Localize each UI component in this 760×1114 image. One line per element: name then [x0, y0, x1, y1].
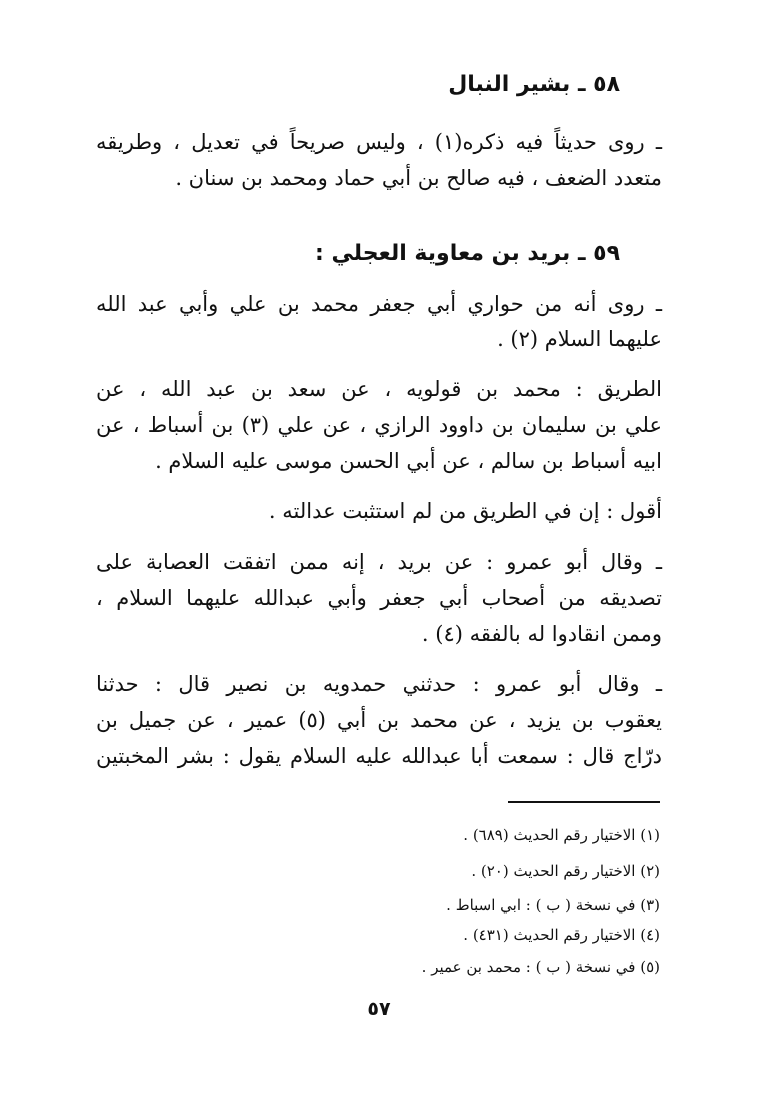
- entry-59-comment: أقول : إن في الطريق من لم استثبت عدالته .: [268, 499, 662, 523]
- entry-59-quote2-line-1: ـ وقال أبو عمرو : حدثني حمدويه بن نصير قال : حدثنا: [96, 672, 662, 696]
- entry-59-quote1-line-2: تصديقه من أصحاب أبي جعفر وأبي عبدالله عليهما السلام ،: [96, 586, 662, 610]
- entry-59-quote1-line-1: ـ وقال أبو عمرو : عن بريد ، إنه ممن اتفقت العصابة على: [96, 550, 662, 574]
- entry-58-line-1: ـ روى حديثاً فيه ذكره(١) ، وليس صريحاً في تعديل ، وطريقه: [96, 130, 662, 154]
- footnote-1: (١) الاختيار رقم الحديث (٦٨٩) .: [463, 826, 660, 844]
- entry-59-heading: ٥٩ ـ بريد بن معاوية العجلي :: [315, 241, 620, 266]
- page-number: ٥٧: [367, 998, 391, 1020]
- footnote-5: (٥) في نسخة ( ب ) : محمد بن عمير .: [421, 958, 660, 976]
- entry-59-narration-line-1: ـ روى أنه من حواري أبي جعفر محمد بن علي وأبي عبد الله: [96, 292, 662, 316]
- entry-58-heading: ٥٨ ـ بشير النبال: [448, 72, 620, 97]
- footnote-2: (٢) الاختيار رقم الحديث (٢٠) .: [471, 862, 660, 880]
- entry-59-chain-line-3: ابيه أسباط بن سالم ، عن أبي الحسن موسى عليه السلام .: [155, 449, 662, 473]
- footnote-separator: [508, 801, 660, 803]
- entry-59-quote2-line-2: يعقوب بن يزيد ، عن محمد بن أبي (٥) عمير ، عن جميل بن: [96, 708, 662, 732]
- entry-59-chain-line-1: الطريق : محمد بن قولويه ، عن سعد بن عبد الله ، عن: [96, 377, 662, 401]
- footnote-3: (٣) في نسخة ( ب ) : ابي اسباط .: [446, 896, 660, 914]
- entry-59-chain-line-2: علي بن سليمان بن داوود الرازي ، عن علي (٣) بن أسباط ، عن: [96, 413, 662, 437]
- entry-59-quote2-line-3: درّاج قال : سمعت أبا عبدالله عليه السلام يقول : بشر المخبتين: [96, 744, 662, 768]
- entry-59-quote1-line-3: وممن انقادوا له بالفقه (٤) .: [421, 622, 662, 646]
- entry-58-line-2: متعدد الضعف ، فيه صالح بن أبي حماد ومحمد بن سنان .: [175, 166, 662, 190]
- footnote-4: (٤) الاختيار رقم الحديث (٤٣١) .: [463, 926, 660, 944]
- entry-59-narration-line-2: عليهما السلام (٢) .: [497, 327, 662, 351]
